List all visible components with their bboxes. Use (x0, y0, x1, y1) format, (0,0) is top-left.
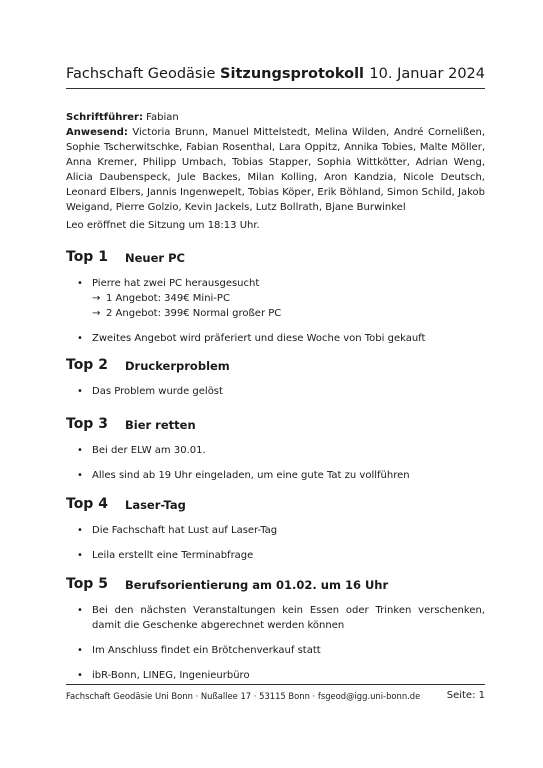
list-item (66, 384, 485, 399)
arrow-icon: → (92, 293, 101, 304)
list-item (66, 603, 485, 633)
list-item (66, 276, 485, 321)
list-item (66, 443, 485, 458)
bullet-text: Alles sind ab 19 Uhr eingeladen, um eine gute Tat zu vollführen (92, 470, 410, 481)
agenda-number: Top 4 (66, 496, 108, 512)
bullet-icon: • (77, 445, 83, 456)
agenda-heading (66, 247, 485, 267)
bullet-icon: • (77, 550, 83, 561)
bullet-text: Bei den nächsten Veranstaltungen kein Essen oder Trinken verschenken, damit die Geschenke abgerechnet werden können (92, 605, 485, 631)
list-item (66, 523, 485, 538)
agenda-title: Berufsorientierung am 01.02. um 16 Uhr (125, 578, 389, 592)
sub-item-text: 1 Angebot: 349€ Mini-PC (106, 293, 230, 304)
bullet-icon: • (77, 525, 83, 536)
recorder-label: Schriftführer: (66, 112, 143, 123)
bullet-icon: • (77, 605, 83, 616)
list-item (66, 548, 485, 563)
list-item (66, 468, 485, 483)
sub-item (92, 291, 485, 306)
list-item (66, 643, 485, 658)
agenda-heading (66, 414, 485, 434)
agenda-bullets (66, 523, 485, 563)
bullet-text: Das Problem wurde gelöst (92, 386, 223, 397)
opening-statement: Leo eröffnet die Sitzung um 18:13 Uhr. (66, 220, 260, 231)
agenda-bullets (66, 603, 485, 683)
agenda-bullets (66, 276, 485, 346)
bullet-text: Bei der ELW am 30.01. (92, 445, 206, 456)
bullet-icon: • (77, 470, 83, 481)
bullet-icon: • (77, 278, 83, 289)
bullet-icon: • (77, 386, 83, 397)
agenda-bullets (66, 443, 485, 483)
document-type: Sitzungsprotokoll (220, 66, 365, 82)
attendees-line (66, 125, 485, 215)
agenda-heading (66, 494, 485, 514)
agenda-title: Neuer PC (125, 251, 185, 265)
meeting-date: 10. Januar 2024 (369, 66, 485, 82)
agenda-bullets (66, 384, 485, 399)
bullet-text: Im Anschluss findet ein Brötchenverkauf statt (92, 645, 321, 656)
header-title (66, 64, 364, 84)
bullet-text: Leila erstellt eine Terminabfrage (92, 550, 254, 561)
bullet-text: Pierre hat zwei PC herausgesucht (92, 278, 260, 289)
list-item (66, 668, 485, 683)
agenda-heading (66, 574, 485, 594)
bullet-text: Zweites Angebot wird präferiert und diese Woche von Tobi gekauft (92, 333, 426, 344)
page-header (66, 64, 485, 86)
agenda-number: Top 1 (66, 249, 108, 265)
agenda-item-1 (66, 247, 485, 346)
footer-divider (66, 684, 485, 685)
page-number: Seite: 1 (446, 690, 485, 701)
agenda-title: Druckerproblem (125, 359, 230, 373)
agenda-item-2 (66, 355, 485, 399)
agenda-item-4 (66, 494, 485, 563)
recorder-name: Fabian (146, 112, 179, 123)
attendees-label: Anwesend: (66, 127, 128, 138)
bullet-text: Die Fachschaft hat Lust auf Laser-Tag (92, 525, 278, 536)
list-item (66, 331, 485, 346)
agenda-item-3 (66, 414, 485, 483)
bullet-icon: • (77, 670, 83, 681)
bullet-text: ibR-Bonn, LINEG, Ingenieurbüro (92, 670, 250, 681)
agenda-number: Top 3 (66, 416, 108, 432)
recorder-line (66, 110, 485, 125)
agenda-number: Top 2 (66, 357, 108, 373)
sub-item-text: 2 Angebot: 399€ Normal großer PC (106, 308, 282, 319)
organization-name: Fachschaft Geodäsie (66, 66, 216, 82)
agenda-number: Top 5 (66, 576, 108, 592)
meeting-meta (66, 110, 485, 215)
agenda-title: Laser-Tag (125, 498, 186, 512)
bullet-icon: • (77, 333, 83, 344)
attendees-list: Victoria Brunn, Manuel Mittelstedt, Melina Wilden, André Cornelißen, Sophie Tscherwitschke, Fabian Rosenthal, Lara Oppitz, Annika Tobies, Malte Möller, Anna Kremer, Philipp Umbach, Tobias Stapper, Sophia Wittkötter, Adrian Weng, Alicia Daubenspeck, Jule Backes, Milan Kolling, Aron Kandzia, Nicole Deutsch, Leonard Elbers, Jannis Ingenwepelt, Tobias Köper, Erik Böhland, Simon Schild, Jakob Weigand, Pierre Golzio, Kevin Jackels, Lutz Bollrath, Bjane Burwinkel (66, 127, 485, 213)
sub-item (92, 306, 485, 321)
page-footer (66, 688, 485, 704)
agenda-heading (66, 355, 485, 375)
agenda-title: Bier retten (125, 418, 196, 432)
agenda-item-5 (66, 574, 485, 683)
header-divider (66, 88, 485, 89)
bullet-icon: • (77, 645, 83, 656)
arrow-icon: → (92, 308, 101, 319)
footer-address: Fachschaft Geodäsie Uni Bonn · Nußallee 17 · 53115 Bonn · fsgeod@igg.uni-bonn.de (66, 691, 421, 701)
